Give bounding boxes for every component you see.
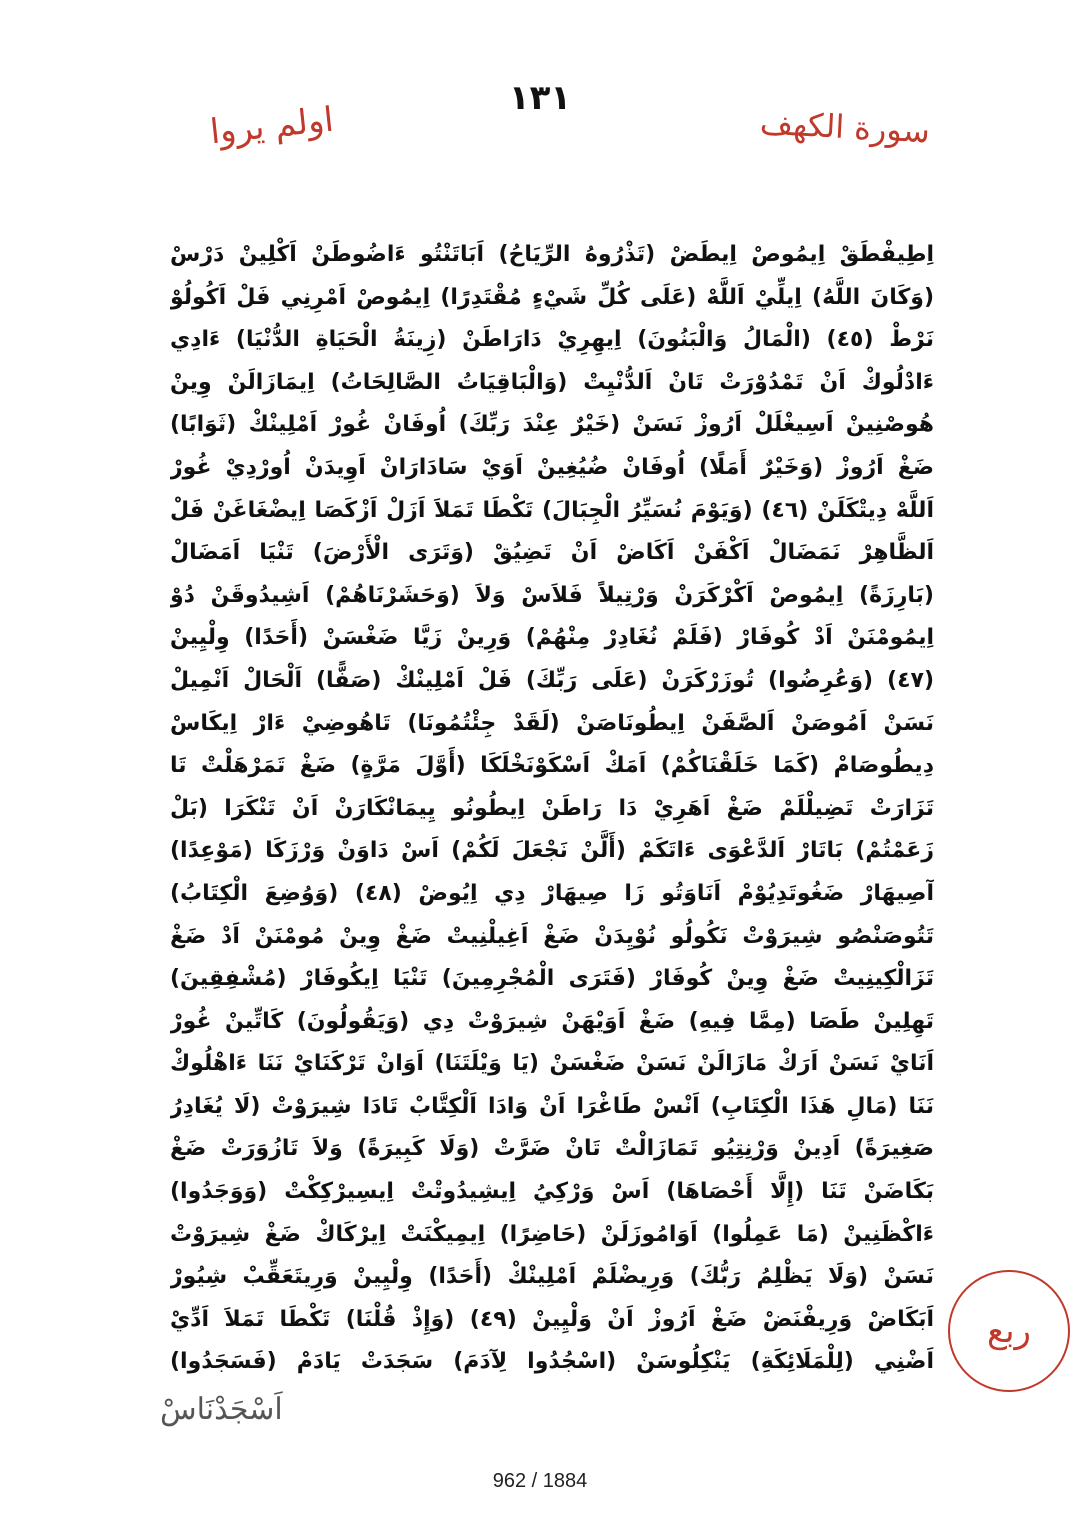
text-line: زَعَمْتُمْ) بَاتَارْ اَلدَّعْوَى ءَاتَكَمْ (أَلَّنْ نَجْعَلَ لَكُمْ) اَسْ دَاوَنْ وَرْزَكَا (مَوْعِدًا) [170,838,934,864]
page-indicator: 962 / 1884 [492,1470,588,1492]
text-line: تَهِلِينْ طَصَا (مِمَّا فِيهِ) ضَغْ اَوَيْهَنْ شِيرَوْتْ دِي (وَيَقُولُونَ) كَاتِّينْ غُورْ [170,1008,934,1034]
text-line: اِطِيفْطَقْ اِيمُوصْ اِيطَضْ (تَذْرُوهُ الرِّيَاحُ) اَبَاتَنْتُو ءَاضُوطَنْ اَكْلِينْ دَرْسْ [170,242,934,267]
text-line: اَللَّهْ دِيتْكَلَنْ (٤٦) (وَيَوْمَ نُسَيِّرُ الْجِبَالَ) تَكْطَا تَمَلاَ اَزَلْ اَزْكَصَا اِيضْغَاغَنْ فَلْ [170,497,934,523]
surah-annotation: سورة الكهف [759,103,931,151]
text-line: نَرْطْ (٤٥) (الْمَالُ وَالْبَنُونَ) اِيهِرِيْ دَارَاطَنْ (زِينَةُ الْحَيَاةِ الدُّنْيَا) ءَادِي [170,327,934,353]
text-line: نَنَا (مَالِ هَذَا الْكِتَابِ) اَنْسْ طَاغْرَا اَنْ وَادَا اَلْكِتَّابْ تَادَا شِيرَوْتْ (لَا يُغَادِرُ [170,1093,934,1119]
text-line: اَضْنِي (لِلْمَلَائِكَةِ) يَنْكِلُوسَنْ (اسْجُدُوا لِآدَمَ) سَجَدَتْ يَادَمْ (فَسَجَدُوا) [170,1349,934,1375]
text-line: اَبَكَاضْ وَرِيفْنَضْ ضَغْ اَرُوزْ اَنْ وَلْيِينْ (٤٩) (وَإِذْ قُلْنَا) تَكْطَا تَمَلاَ اَدِّيْ [170,1306,934,1332]
text-line: تَزَارَتْ تَضِيلْلَمْ ضَغْ اَهَرِيْ دَا رَاطَنْ اِيطُونُو يِيمَانْكَارَنْ اَنْ تَنْكَرَا (بَلْ [170,795,934,821]
text-line: اِيمُومْنَنْ اَدْ كُوفَارْ (فَلَمْ نُغَادِرْ مِنْهُمْ) وَرِينْ زَيَّا ضَغْسَنْ (أَحَدًا) وِلْيِينْ [170,625,934,651]
text-line: تَزَالْكِينِيتْ ضَغْ وِينْ كُوفَارْ (فَتَرَى الْمُجْرِمِينَ) تَنْيَا اِيكُوفَارْ (مُشْفِقِينَ) [170,966,934,992]
catchword: اَسْجَدْنَاسْ [160,1392,283,1427]
text-line: ضَغْ اَرُوزْ (وَخَيْرٌ أَمَلًا) اُوفَانْ ضُيُغِينْ اَوَيْ سَادَارَانْ اَوِيدَنْ اُورْدِيْ غُورْ [170,454,934,480]
text-line: اَنَايْ نَسَنْ اَرَكْ مَازَالَنْ نَسَنْ ضَغْسَنْ (يَا وَيْلَتَنَا) اَوَانْ تَرْكَنَايْ نَنَا ءَاهْلُوكْ [170,1051,934,1077]
text-line: ءَاكْظَنِينْ (مَا عَمِلُوا) اَوَامُوزَلَنْ (حَاضِرًا) اِيمِيكْنَتْ اِيرْكَاكْ ضَغْ شِيرَوْتْ [170,1221,934,1247]
text-line: نَسَنْ (وَلَا يَظْلِمُ رَبُّكَ) وَرِيضْلَمْ اَمْلِينْكْ (أَحَدًا) وِلْيِينْ وَرِيتَعَقِّبْ شِيُورْ [170,1264,934,1290]
text-line: بَكَاضَنْ تَنَا (إِلَّا أَحْصَاهَا) اَسْ وَرْكِيُ اِيشِيدُوتْتْ اِيسِيرْكِكْتْ (وَوَجَدُوا) [170,1179,934,1205]
text-line: آصِيهَارْ ضَغُوتَدِيُوْمْ اَنَاوَتُو زَا صِيهَارْ دِي اِيُوضْ (٤٨) (وَوُضِعَ الْكِتَابُ) [170,880,934,906]
text-line: ءَادْلُوكْ اَنْ تَمْدُوْرَتْ تَانْ اَلدُّنْيِتْ (وَالْبَاقِيَاتُ الصَّالِحَاتُ) اِيمَازَالَنْ وِينْ [170,369,934,395]
text-line: نَسَنْ اَمُوصَنْ اَلصَّفَنْ اِيطُونَاصَنْ (لَقَدْ جِئْتُمُونَا) تَاهُوضِيْ ءَارْ اِيكَاسْ [170,710,934,736]
rubu-label: ربع [987,1311,1031,1351]
text-block [170,234,934,1384]
rubu-marker [948,1270,1070,1392]
text-line: تَتُوصَنْصُو شِيرَوْتْ نَكُولُو نُوْيِدَنْ ضَغْ اَغِيلْنِيتْ ضَغْ وِينْ مُومْنَنْ اَدْ ضَغْ [170,923,934,949]
text-line: اَلظَّاهِرْ نَمَضَالْ اَكْفَنْ اَكَاضْ اَنْ تَضِيُقْ (وَتَرَى الْأَرْضَ) تَنْيَا اَمَضَالْ [170,540,934,566]
text-line: (بَارِزَةً) اِيمُوصْ اَكْرْكَرَنْ وَرْتِيلاً فَلاَسْ وَلاَ (وَحَشَرْنَاهُمْ) اَشِيدُوقَنْ دُوْ [170,582,934,608]
page-number: ١٣١ [508,78,572,118]
text-line: هُوصْنِينْ اَسِيغْلَلْ اَرُوزْ نَسَنْ (خَيْرٌ عِنْدَ رَبِّكَ) اُوفَانْ غُورْ اَمْلِينْكْ (ثَوَابًا) [170,412,934,438]
text-line: (٤٧) (وَعُرِضُوا) تُوزَرْكَرَنْ (عَلَى رَبِّكَ) فَلْ اَمْلِينْكْ (صَفًّا) اَلْحَالْ اَنْمِيلْ [170,667,934,693]
text-line: (وَكَانَ اللَّهُ) اِيلِّيْ اَللَّهْ (عَلَى كُلِّ شَيْءٍ مُقْتَدِرًا) اِيمُوصْ اَمْرِنِي فَلْ اَكُولُوْ [170,284,934,310]
text-line: صَغِيرَةً) اَدِينْ وَرْنِتِيُو تَمَازَالْتْ تَانْ ضَرَّتْ (وَلَا كَبِيرَةً) وَلاَ تَازُوَرَتْ ضَغْ [170,1136,934,1162]
text-line: دِيطُوصَامْ (كَمَا خَلَقْنَاكُمْ) اَمَكْ اَسْكَوْنَخْلَكَا (أَوَّلَ مَرَّةٍ) ضَغْ تَمَرْهَلْتْ تَا [170,753,934,779]
hizb-annotation: اولم يروا [208,99,336,153]
